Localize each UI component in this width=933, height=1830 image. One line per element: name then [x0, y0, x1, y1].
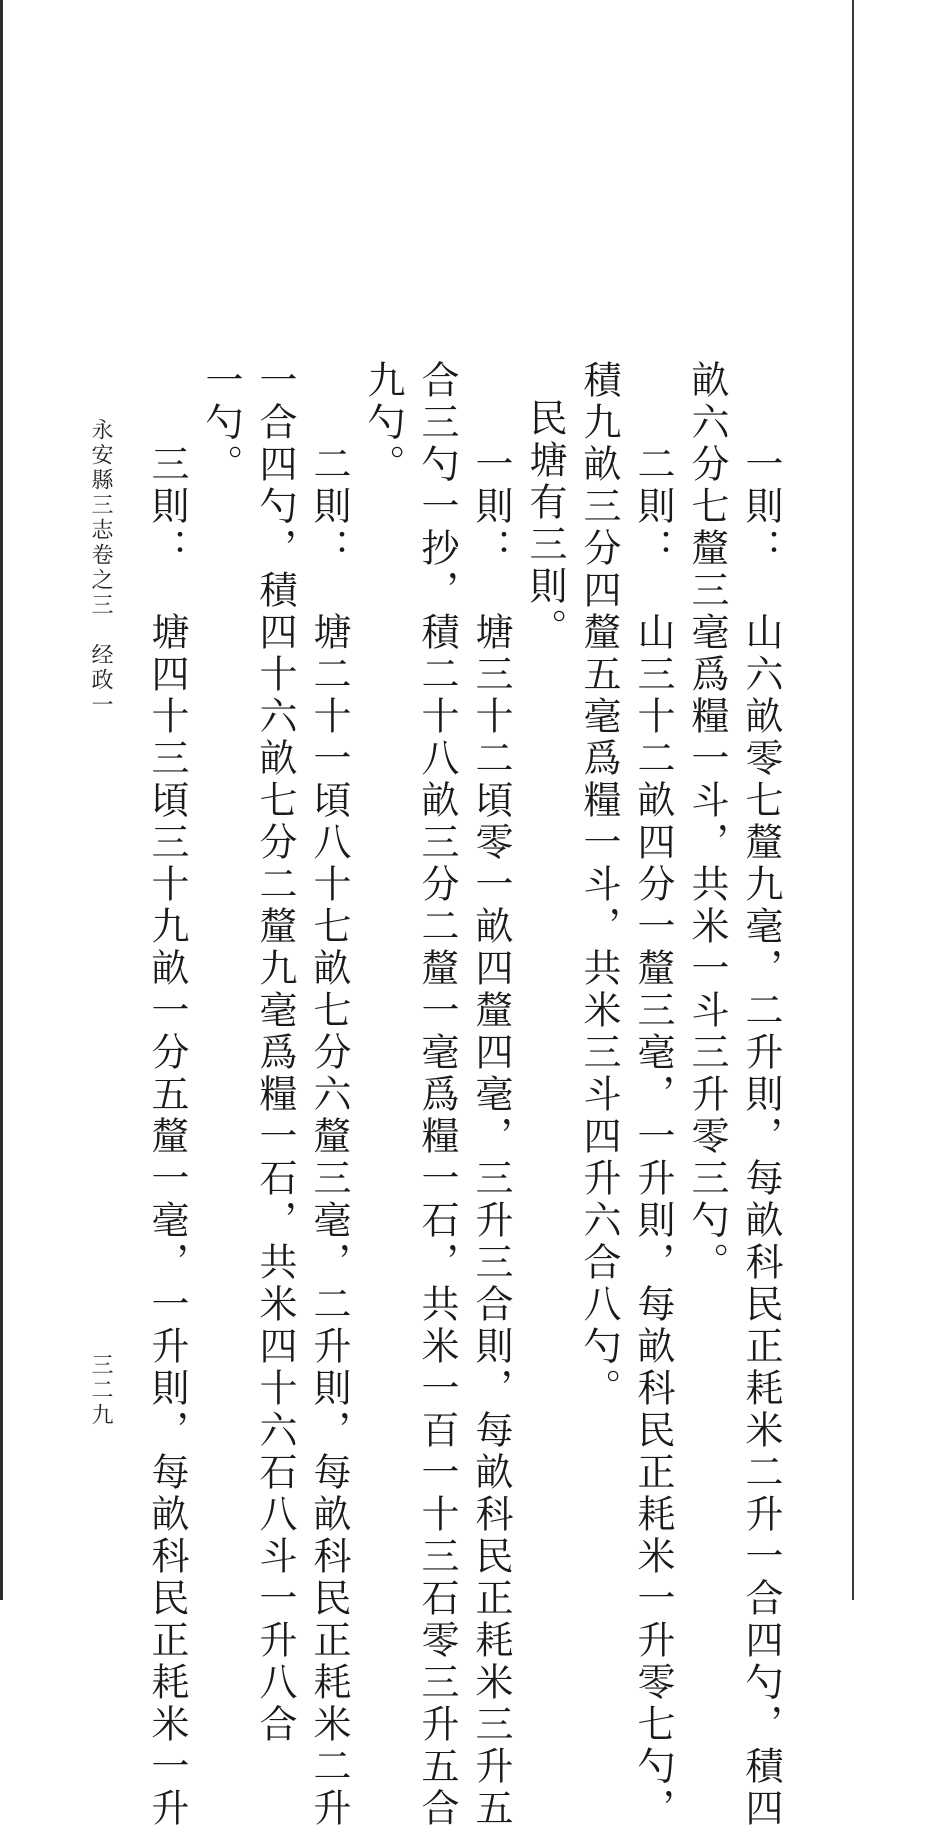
text-column: 九勺。 — [361, 360, 405, 486]
text-column: 一則： 塘三十二頃零一畝四釐四毫，三升三合則，每畝科民正耗米三升五 — [469, 444, 513, 1830]
text-column: 畝六分七釐三毫爲糧一斗，共米一斗三升零三勺。 — [685, 360, 729, 1284]
left-page-edge — [0, 0, 3, 1600]
text-column: 一則： 山六畝零七釐九毫，二升則，每畝科民正耗米二升一合四勺，積四 — [739, 444, 783, 1830]
page-number: 三二九 — [88, 1353, 113, 1428]
text-column: 三則： 塘四十三頃三十九畝一分五釐一毫，一升則，每畝科民正耗米一升 — [145, 444, 189, 1830]
text-column: 合三勺一抄，積二十八畝三分二釐一毫爲糧一石，共米一百一十三石零三升五合 — [415, 360, 459, 1830]
text-column: 二則： 山三十二畝四分一釐三毫，一升則，每畝科民正耗米一升零七勺， — [631, 444, 675, 1830]
text-column: 積九畝三分四釐五毫爲糧一斗，共米三斗四升六合八勺。 — [577, 360, 621, 1410]
running-head: 永安縣三志卷之三 经政一 — [88, 418, 113, 718]
text-column: 一合四勺，積四十六畝七分二釐九毫爲糧一石，共米四十六石八斗一升八合 — [253, 360, 297, 1746]
text-column: 一勺。 — [199, 360, 243, 486]
text-column: 二則： 塘二十一頃八十七畝七分六釐三毫，二升則，每畝科民正耗米二升 — [307, 444, 351, 1830]
binding-rule — [852, 0, 854, 1600]
body-text — [140, 360, 788, 1830]
section-heading: 民塘有三則。 — [523, 398, 567, 650]
